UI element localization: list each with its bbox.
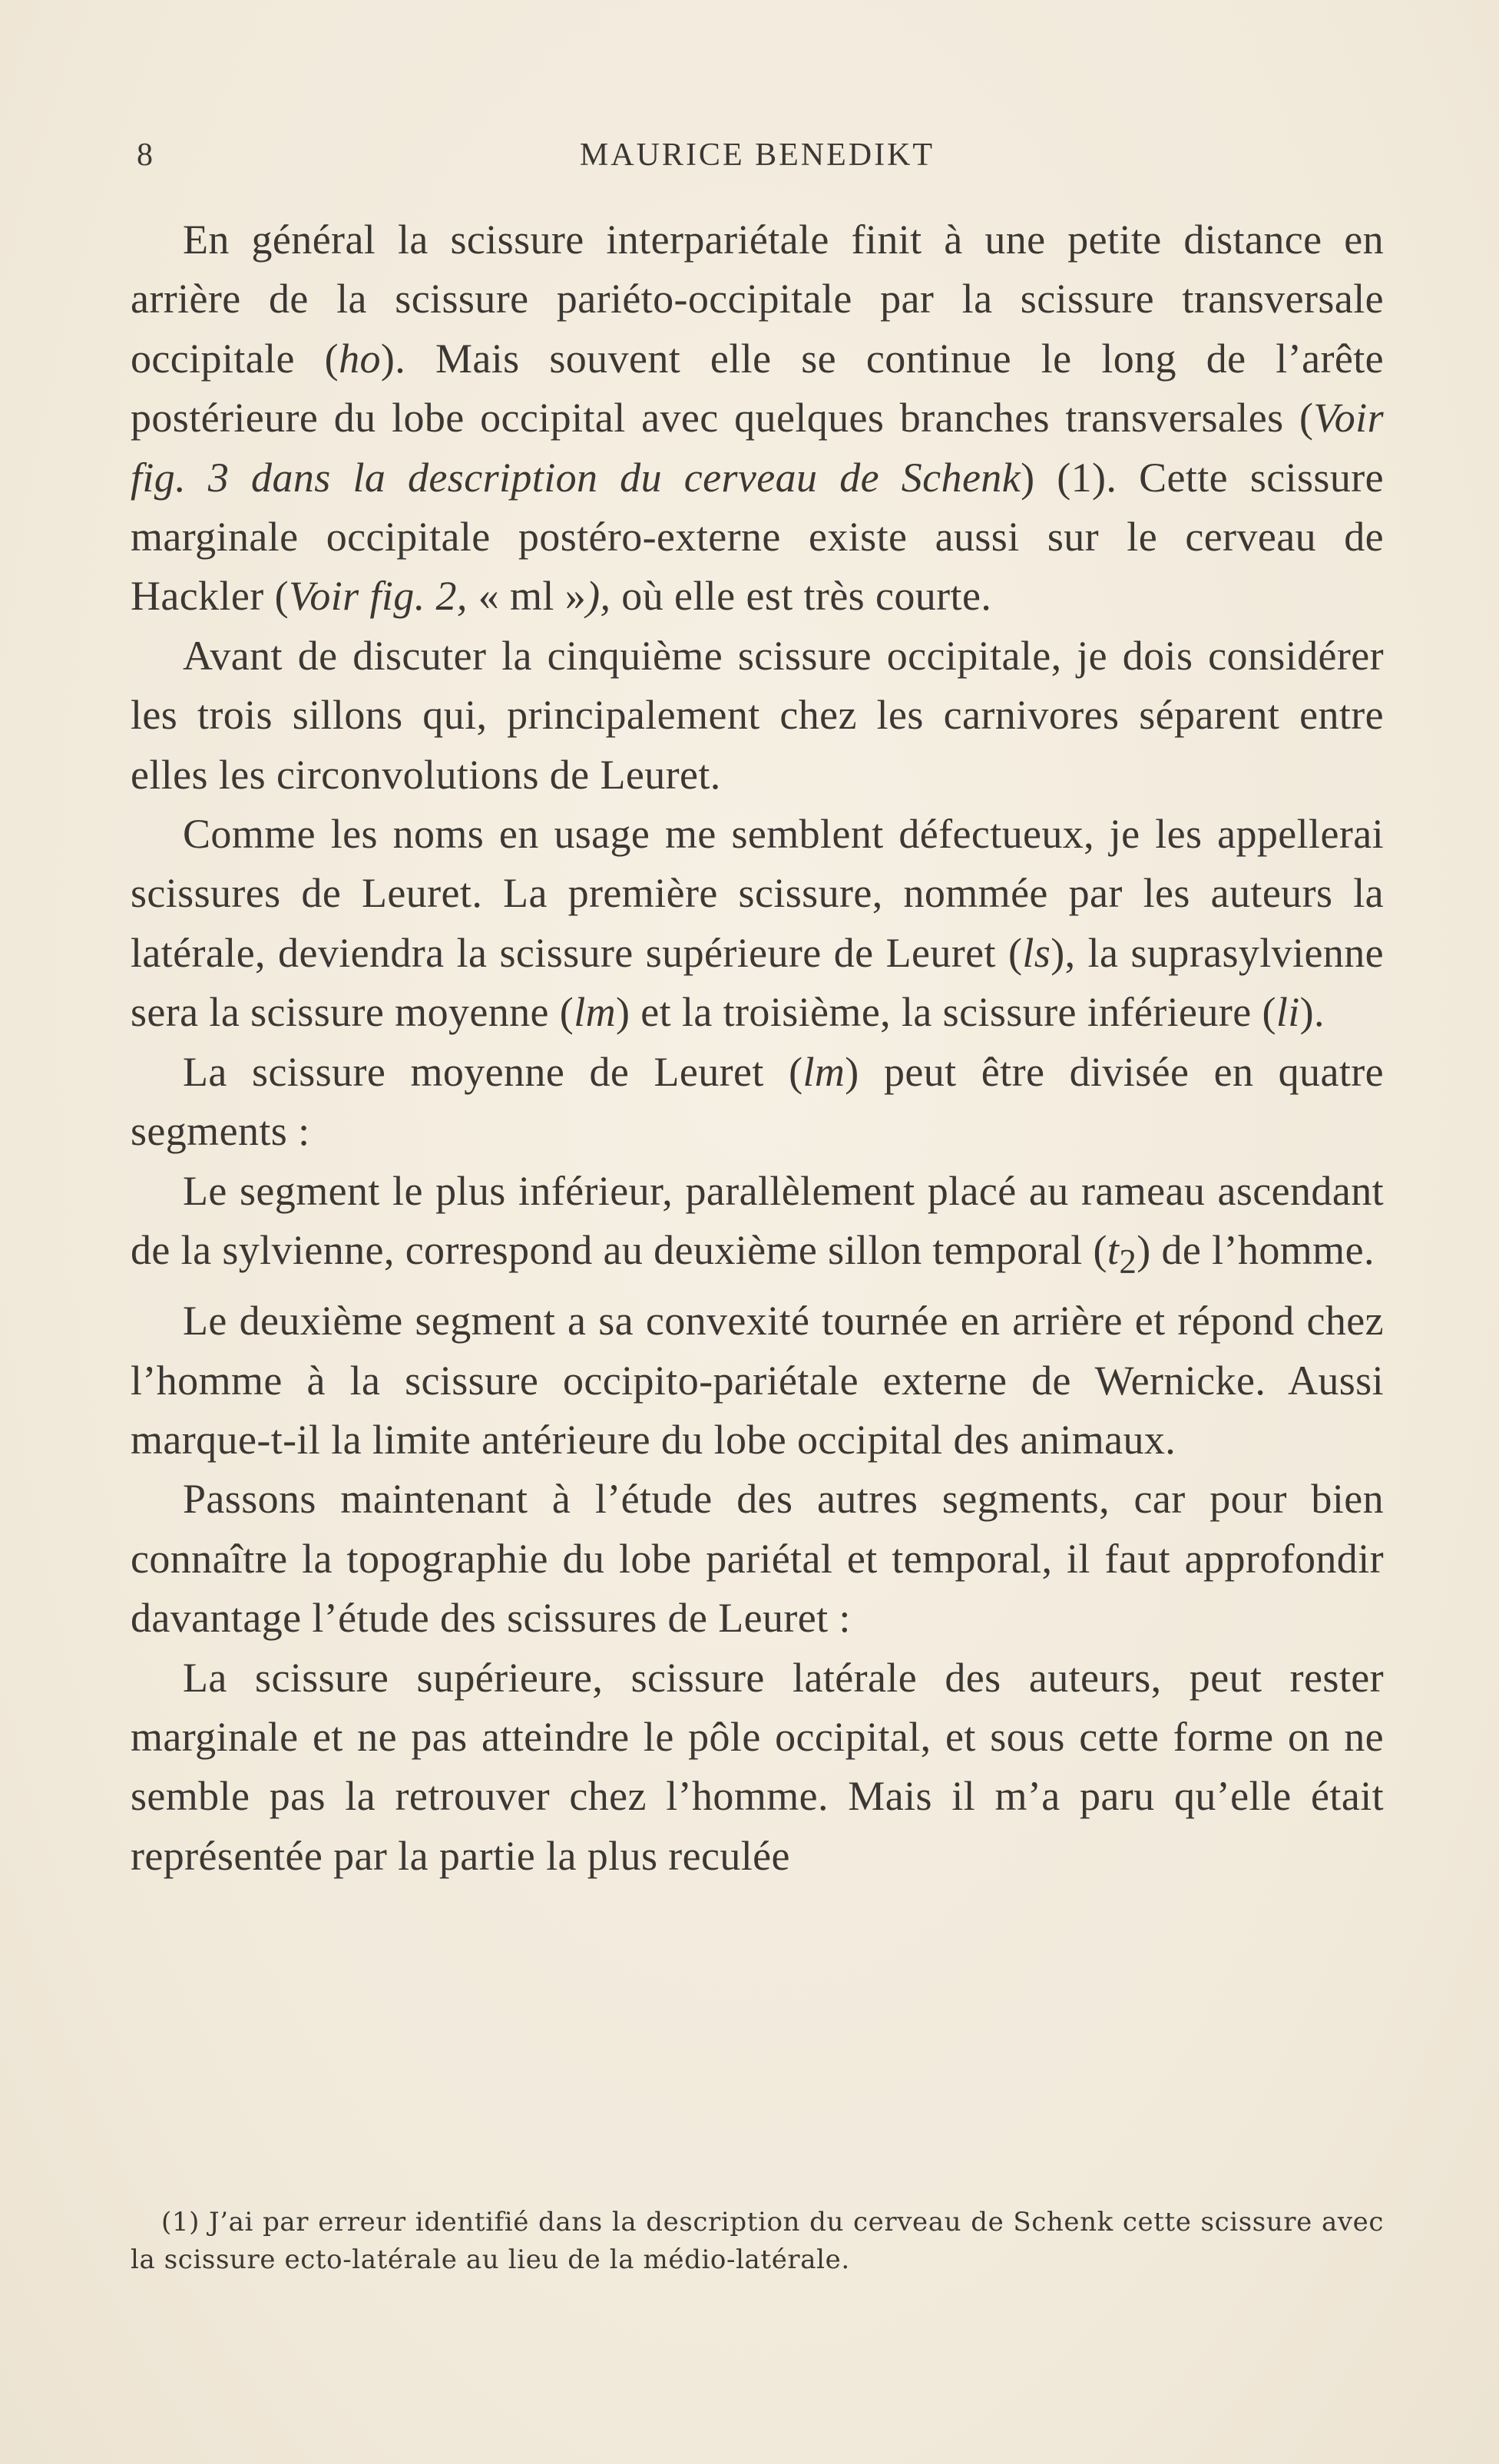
italic-run: li <box>1276 989 1300 1036</box>
text-run: Comme les noms en usage me semblent défectueux, je les appellerai scissures de Leuret. La première scissure, nommée par les auteurs la latérale, deviendra la scissure supérieure de Leuret ( <box>131 811 1384 976</box>
body-text <box>131 210 1384 1886</box>
paragraph-7: Passons maintenant à l’étude des autres segments, car pour bien connaître la topographie du lobe pariétal et temporal, il faut approfondir davantage l’étude des scissures de Leuret : <box>131 1476 1384 1642</box>
subscript: 2 <box>1119 1242 1137 1281</box>
paragraph-2: Avant de discuter la cinquième scissure occipitale, je dois considérer les trois sillons qui, principalement chez les carnivores séparent entre elles les circonvolutions de Leuret. <box>131 632 1384 798</box>
paragraph-3 <box>131 805 1384 1043</box>
italic-run: Voir fig. 3 dans la description du cerveau de Schenk <box>131 395 1384 501</box>
paragraph-6: Le deuxième segment a sa convexité tournée en arrière et répond chez l’homme à la scissure occipito-pariétale externe de Wernicke. Aussi marque-t-il la limite antérieure du lobe occipital des animaux. <box>131 1298 1384 1463</box>
italic-run: lm <box>802 1048 845 1095</box>
text-run: ). Mais souvent elle se continue le long de l’arête postérieure du lobe occipital avec quelques branches transversales ( <box>131 335 1384 442</box>
italic-run: lm <box>574 989 617 1036</box>
italic-run: Voir fig. 2, <box>288 573 468 620</box>
text-run: ) de l’homme. <box>1137 1226 1375 1273</box>
text-run: « ml » <box>467 573 587 620</box>
text-run: ), la suprasylvienne sera la scissure moyenne ( <box>131 929 1385 1036</box>
italic-run: ls <box>1022 929 1051 976</box>
text-run: En général la scissure interpariétale finit à une petite distance en arrière de la scissure pariéto-occipitale par la scissure transversale occipitale ( <box>131 217 1384 382</box>
text-run: La scissure moyenne de Leuret ( <box>183 1048 803 1095</box>
footnote-text: (1) J’ai par erreur identifié dans la description du cerveau de Schenk cette scissure avec la scissure ecto-latérale au lieu de la médio-latérale. <box>131 2207 1384 2275</box>
italic-run: t <box>1107 1226 1120 1273</box>
running-title: MAURICE BENEDIKT <box>579 137 935 173</box>
paragraph-8: La scissure supérieure, scissure latérale des auteurs, peut rester marginale et ne pas atteindre le pôle occipital, et sous cette forme on ne semble pas la retrouver chez l’homme. Mais il m’a paru qu’elle était représentée par la partie la plus reculée <box>131 1654 1384 1879</box>
text-run: Le segment le plus inférieur, parallèlement placé au rameau ascendant de la sylvienne, correspond au deuxième sillon temporal ( <box>131 1167 1384 1273</box>
italic-run: ), <box>586 573 611 620</box>
text-run: ). <box>1299 989 1325 1036</box>
paragraph-5 <box>131 1162 1384 1292</box>
text-run: où elle est très courte. <box>611 573 992 620</box>
running-head <box>131 137 1384 183</box>
footnote <box>131 2204 1384 2279</box>
text-run: ) et la troisième, la scissure inférieure ( <box>616 989 1276 1036</box>
text-run: ) (1). Cette scissure marginale occipitale postéro-externe existe aussi sur le cerveau de Hackler ( <box>131 454 1384 620</box>
paragraph-1 <box>131 210 1384 627</box>
text-run: ) peut être divisée en quatre segments : <box>131 1048 1384 1155</box>
paragraph-4 <box>131 1043 1384 1162</box>
page-number: 8 <box>137 137 155 173</box>
italic-run: ho <box>339 335 381 382</box>
